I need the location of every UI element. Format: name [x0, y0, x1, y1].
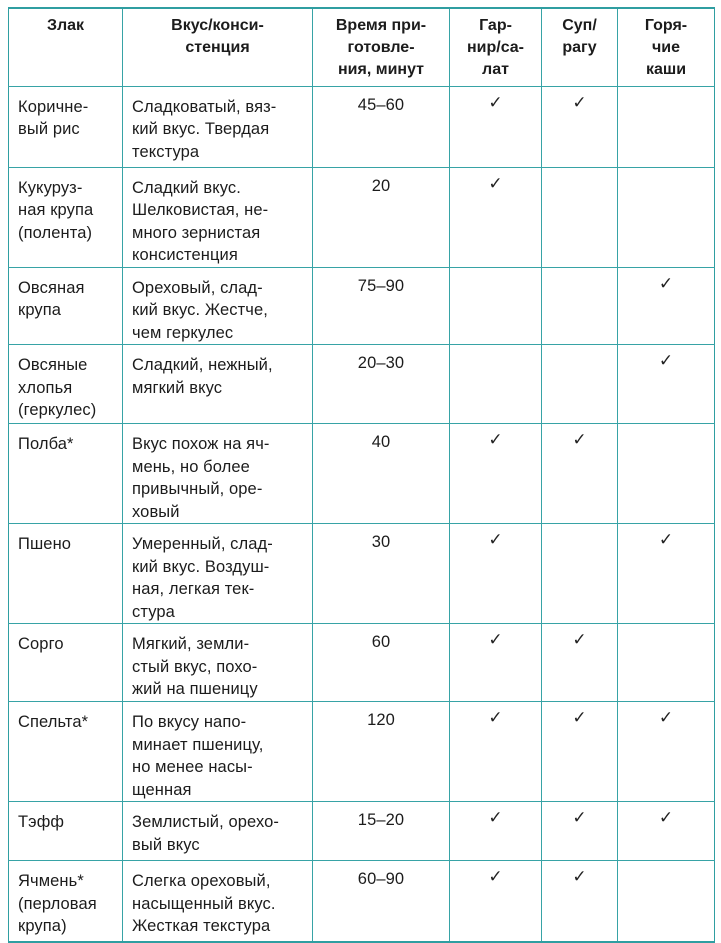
checkmark-icon: ✓	[488, 630, 503, 650]
header-row	[9, 8, 715, 86]
table-row	[9, 424, 715, 524]
cooking-time-cell-text: 75–90	[357, 276, 405, 295]
table-row	[9, 702, 715, 802]
grain-name-cell-text: Кукуруз- ная крупа (полента)	[18, 178, 94, 242]
table-row	[9, 167, 715, 267]
soup-mark-cell	[542, 345, 618, 424]
side-mark-cell	[450, 702, 542, 802]
taste-cell	[123, 524, 313, 624]
porridge-mark-cell	[618, 524, 715, 624]
cooking-time-cell	[313, 86, 450, 167]
grain-name-cell	[9, 524, 123, 624]
taste-cell-text: Умеренный, слад- кий вкус. Воздуш- ная, легкая тек- стура	[132, 535, 273, 621]
taste-cell-text: Ореховый, слад- кий вкус. Жестче, чем геркулес	[132, 278, 268, 342]
cooking-time-cell-text: 45–60	[357, 95, 405, 114]
grain-name-cell-text: Полба*	[18, 435, 74, 453]
table-row	[9, 624, 715, 702]
cooking-time-cell	[313, 802, 450, 861]
cooking-time-cell	[313, 267, 450, 345]
grain-name-cell-text: Пшено	[18, 535, 72, 553]
cooking-time-cell	[313, 424, 450, 524]
soup-mark-cell	[542, 86, 618, 167]
grains-table	[8, 7, 715, 943]
soup-mark-cell	[542, 267, 618, 345]
taste-cell-text: Вкус похож на яч- мень, но более привычный, оре- ховый	[132, 435, 270, 521]
taste-cell-text: Слегка ореховый, насыщенный вкус. Жесткая текстура	[132, 872, 276, 935]
checkmark-icon: ✓	[488, 173, 503, 194]
checkmark-icon: ✓	[572, 92, 587, 113]
checkmark-icon: ✓	[488, 867, 503, 887]
cooking-time-cell-text: 60	[371, 633, 391, 651]
checkmark-icon: ✓	[488, 808, 503, 828]
taste-cell-text: Землистый, орехо- вый вкус	[132, 813, 279, 854]
header-side: Гар- нир/са- лат	[450, 8, 542, 86]
soup-mark-cell	[542, 624, 618, 702]
checkmark-icon: ✓	[658, 708, 674, 728]
cooking-time-cell	[313, 702, 450, 802]
taste-cell-text: Мягкий, земли- стый вкус, похо- жий на пшеницу	[132, 635, 258, 698]
cooking-time-cell-text: 15–20	[357, 811, 405, 829]
taste-cell	[123, 424, 313, 524]
soup-mark-cell	[542, 167, 618, 267]
grain-name-cell	[9, 424, 123, 524]
porridge-mark-cell	[618, 424, 715, 524]
taste-cell	[123, 702, 313, 802]
side-mark-cell	[450, 802, 542, 861]
checkmark-icon: ✓	[658, 808, 674, 828]
checkmark-icon: ✓	[572, 430, 587, 450]
side-mark-cell	[450, 167, 542, 267]
table-row	[9, 345, 715, 424]
checkmark-icon: ✓	[488, 430, 503, 450]
grain-name-cell	[9, 345, 123, 424]
soup-mark-cell	[542, 424, 618, 524]
table-row	[9, 802, 715, 861]
cooking-time-cell	[313, 524, 450, 624]
header-time: Время при- готовле- ния, минут	[313, 8, 450, 86]
side-mark-cell	[450, 345, 542, 424]
table-row	[9, 861, 715, 942]
table-row	[9, 86, 715, 167]
table-row	[9, 524, 715, 624]
porridge-mark-cell	[618, 802, 715, 861]
cooking-time-cell	[313, 861, 450, 942]
grain-name-cell	[9, 624, 123, 702]
grain-name-cell-text: Тэфф	[18, 813, 65, 831]
grain-name-cell	[9, 802, 123, 861]
grain-name-cell-text: Овсяная крупа	[18, 278, 85, 319]
soup-mark-cell	[542, 524, 618, 624]
checkmark-icon: ✓	[572, 867, 587, 887]
taste-cell	[123, 267, 313, 345]
cooking-time-cell-text: 120	[367, 711, 395, 729]
checkmark-icon: ✓	[572, 708, 587, 728]
porridge-mark-cell	[618, 861, 715, 942]
taste-cell-text: Сладкий вкус. Шелковистая, не- много зернистая консистенция	[132, 178, 269, 264]
grain-name-cell	[9, 267, 123, 345]
grain-name-cell-text: Спельта*	[18, 713, 89, 731]
grain-name-cell	[9, 861, 123, 942]
header-porridge: Горя- чие каши	[618, 8, 715, 86]
porridge-mark-cell	[618, 702, 715, 802]
checkmark-icon: ✓	[488, 92, 503, 113]
grain-name-cell	[9, 86, 123, 167]
header-grain: Злак	[9, 8, 123, 86]
taste-cell-text: Сладкий, нежный, мягкий вкус	[132, 356, 273, 397]
header-taste: Вкус/конси- стенция	[123, 8, 313, 86]
cooking-time-cell	[313, 624, 450, 702]
side-mark-cell	[450, 624, 542, 702]
checkmark-icon: ✓	[658, 351, 674, 371]
porridge-mark-cell	[618, 624, 715, 702]
cooking-time-cell-text: 60–90	[357, 870, 405, 888]
checkmark-icon: ✓	[488, 530, 503, 550]
porridge-mark-cell	[618, 345, 715, 424]
porridge-mark-cell	[618, 86, 715, 167]
checkmark-icon: ✓	[488, 708, 503, 728]
grain-name-cell	[9, 702, 123, 802]
taste-cell-text: По вкусу напо- минает пшеницу, но менее насы- щенная	[132, 713, 264, 799]
cooking-time-cell-text: 40	[371, 433, 391, 451]
side-mark-cell	[450, 424, 542, 524]
taste-cell	[123, 167, 313, 267]
grain-name-cell	[9, 167, 123, 267]
taste-cell-text: Сладковатый, вяз- кий вкус. Твердая текстура	[132, 97, 277, 161]
checkmark-icon: ✓	[572, 630, 587, 650]
cooking-time-cell	[313, 167, 450, 267]
cooking-time-cell	[313, 345, 450, 424]
checkmark-icon: ✓	[658, 530, 674, 550]
soup-mark-cell	[542, 802, 618, 861]
soup-mark-cell	[542, 702, 618, 802]
side-mark-cell	[450, 861, 542, 942]
grain-name-cell-text: Сорго	[18, 635, 64, 653]
side-mark-cell	[450, 524, 542, 624]
grain-name-cell-text: Ячмень* (перловая крупа)	[18, 872, 97, 935]
checkmark-icon: ✓	[572, 808, 587, 828]
header-soup: Суп/ рагу	[542, 8, 618, 86]
soup-mark-cell	[542, 861, 618, 942]
side-mark-cell	[450, 267, 542, 345]
taste-cell	[123, 861, 313, 942]
cooking-time-cell-text: 20	[371, 176, 391, 195]
taste-cell	[123, 802, 313, 861]
taste-cell	[123, 86, 313, 167]
taste-cell	[123, 345, 313, 424]
side-mark-cell	[450, 86, 542, 167]
taste-cell	[123, 624, 313, 702]
grain-name-cell-text: Коричне- вый рис	[18, 97, 89, 138]
porridge-mark-cell	[618, 267, 715, 345]
cooking-time-cell-text: 30	[371, 533, 391, 551]
porridge-mark-cell	[618, 167, 715, 267]
table-row	[9, 267, 715, 345]
checkmark-icon: ✓	[658, 273, 674, 294]
cooking-time-cell-text: 20–30	[357, 354, 405, 372]
grain-name-cell-text: Овсяные хлопья (геркулес)	[18, 356, 97, 419]
